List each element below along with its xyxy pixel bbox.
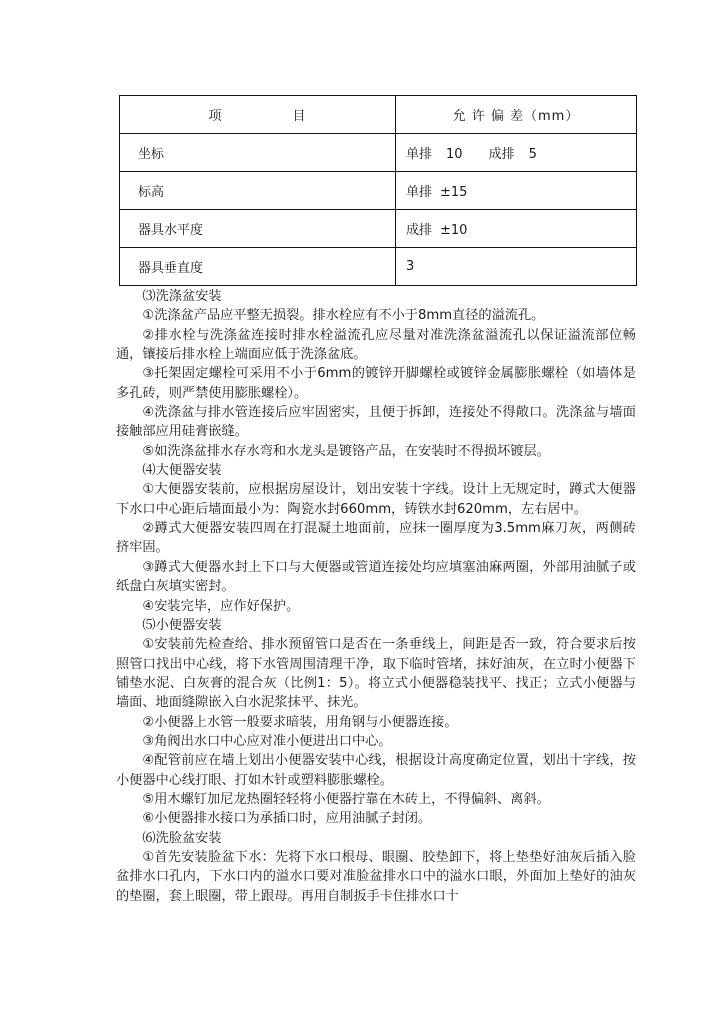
paragraph: ④洗涤盆与排水管连接后应牢固密实，且便于拆卸，连接处不得敞口。洗涤盆与墙面接触部应用硅膏嵌缝。 <box>116 405 636 440</box>
paragraph: ③角阀出水口中心应对准小便进出口中心。 <box>142 733 392 749</box>
paragraph: ②小便器上水管一般要求暗装，用角钢与小便器连接。 <box>142 714 458 730</box>
table-row <box>120 248 637 286</box>
section-heading: ⑶洗涤盆安装 <box>142 289 222 304</box>
body-text <box>116 287 636 906</box>
value-number: ±10 <box>440 223 468 238</box>
value-label: 单排 <box>406 185 433 200</box>
table-row <box>120 172 637 210</box>
paragraph: ⑥小便器排水接口为承插口时，应用油腻子封闭。 <box>142 811 432 827</box>
tolerance-table <box>119 95 637 286</box>
section-heading: ⑹洗脸盆安装 <box>142 830 222 846</box>
value-label: 成排 <box>406 223 433 238</box>
section-heading: ⑸小便器安装 <box>142 617 222 633</box>
paragraph: ⑤用木螺钉加尼龙热圈轻轻将小便器拧靠在木砖上，不得偏斜、离斜。 <box>142 791 550 807</box>
paragraph: ①安装前先检查给、排水预留管口是否在一条垂线上，间距是否一致，符合要求后按照管口找出中心线，将下水管周围清理干净，取下临时管堵，抹好油灰，在立时小便器下铺垫水泥、白灰膏的混合灰（比例1：5）。将立式小便器稳装找平、找正；立式小便器与墙面、地面缝隙嵌入白水泥浆抹平、抹光。 <box>116 637 636 711</box>
header-item-cell <box>120 96 396 134</box>
row-item: 器具垂直度 <box>120 248 396 286</box>
paragraph: ③托架固定螺栓可采用不小于6mm的镀锌开脚螺栓或镀锌金属膨胀螺栓（如墙体是多孔砖，则严禁使用膨胀螺栓）。 <box>116 366 636 401</box>
table-header-row <box>120 96 637 134</box>
paragraph: ①首先安装脸盆下水：先将下水口根母、眼圈、胶垫卸下，将上垫垫好油灰后插入脸盆排水口孔内，下水口内的溢水口要对准脸盆排水口中的溢水口眼，外面加上垫好的油灰的垫圈，套上眼圈，带上跟母。再用自制扳手卡住排水口十 <box>116 849 636 904</box>
row-value: 3 <box>396 248 637 286</box>
row-item: 标高 <box>120 172 396 210</box>
value-number: 5 <box>528 147 537 162</box>
value-number: 10 <box>446 147 463 162</box>
section-heading: ⑷大便器安装 <box>142 463 222 479</box>
table-row <box>120 210 637 248</box>
paragraph: ②排水栓与洗涤盆连接时排水栓溢流孔应尽量对准洗涤盆溢流孔以保证溢流部位畅通，镶接后排水栓上端面应低于洗涤盆底。 <box>116 327 636 363</box>
row-item: 坐标 <box>120 134 396 172</box>
paragraph: ②蹲式大便器安装四周在打混凝土地面前，应抹一圈厚度为3.5mm麻刀灰，两侧砖挤牢固。 <box>116 521 636 556</box>
paragraph: ③蹲式大便器水封上下口与大便器或管道连接处均应填塞油麻两圈，外部用油腻子或纸盘白灰填实密封。 <box>116 559 636 595</box>
row-value <box>396 134 637 172</box>
paragraph: ④安装完毕，应作好保护。 <box>142 598 300 614</box>
value-number: ±15 <box>440 185 468 200</box>
value-label: 成排 <box>488 147 515 162</box>
header-item-a: 项 <box>208 109 223 124</box>
table-row <box>120 134 637 172</box>
row-item: 器具水平度 <box>120 210 396 248</box>
header-deviation-cell: 允 许 偏 差（mm） <box>396 96 637 134</box>
value-label: 单排 <box>406 147 433 162</box>
paragraph: ④配管前应在墙上划出小便器安装中心线，根据设计高度确定位置，划出十字线，按小便器中心线打眼、打如木针或塑料膨胀螺栓。 <box>116 753 636 788</box>
row-value <box>396 210 637 248</box>
paragraph: ⑤如洗涤盆排水存水弯和水龙头是镀铬产品，在安装时不得损坏镀层。 <box>142 443 550 459</box>
row-value <box>396 172 637 210</box>
paragraph: ①大便器安装前，应根据房屋设计，划出安装十字线。设计上无规定时，蹲式大便器下水口中心距后墙面最小为：陶瓷水封660mm，铸铁水封620mm，左右居中。 <box>116 482 636 517</box>
header-item-b: 目 <box>292 109 307 124</box>
paragraph: ①洗涤盆产品应平整无损裂。排水栓应有不小于8mm直径的溢流孔。 <box>142 308 545 324</box>
